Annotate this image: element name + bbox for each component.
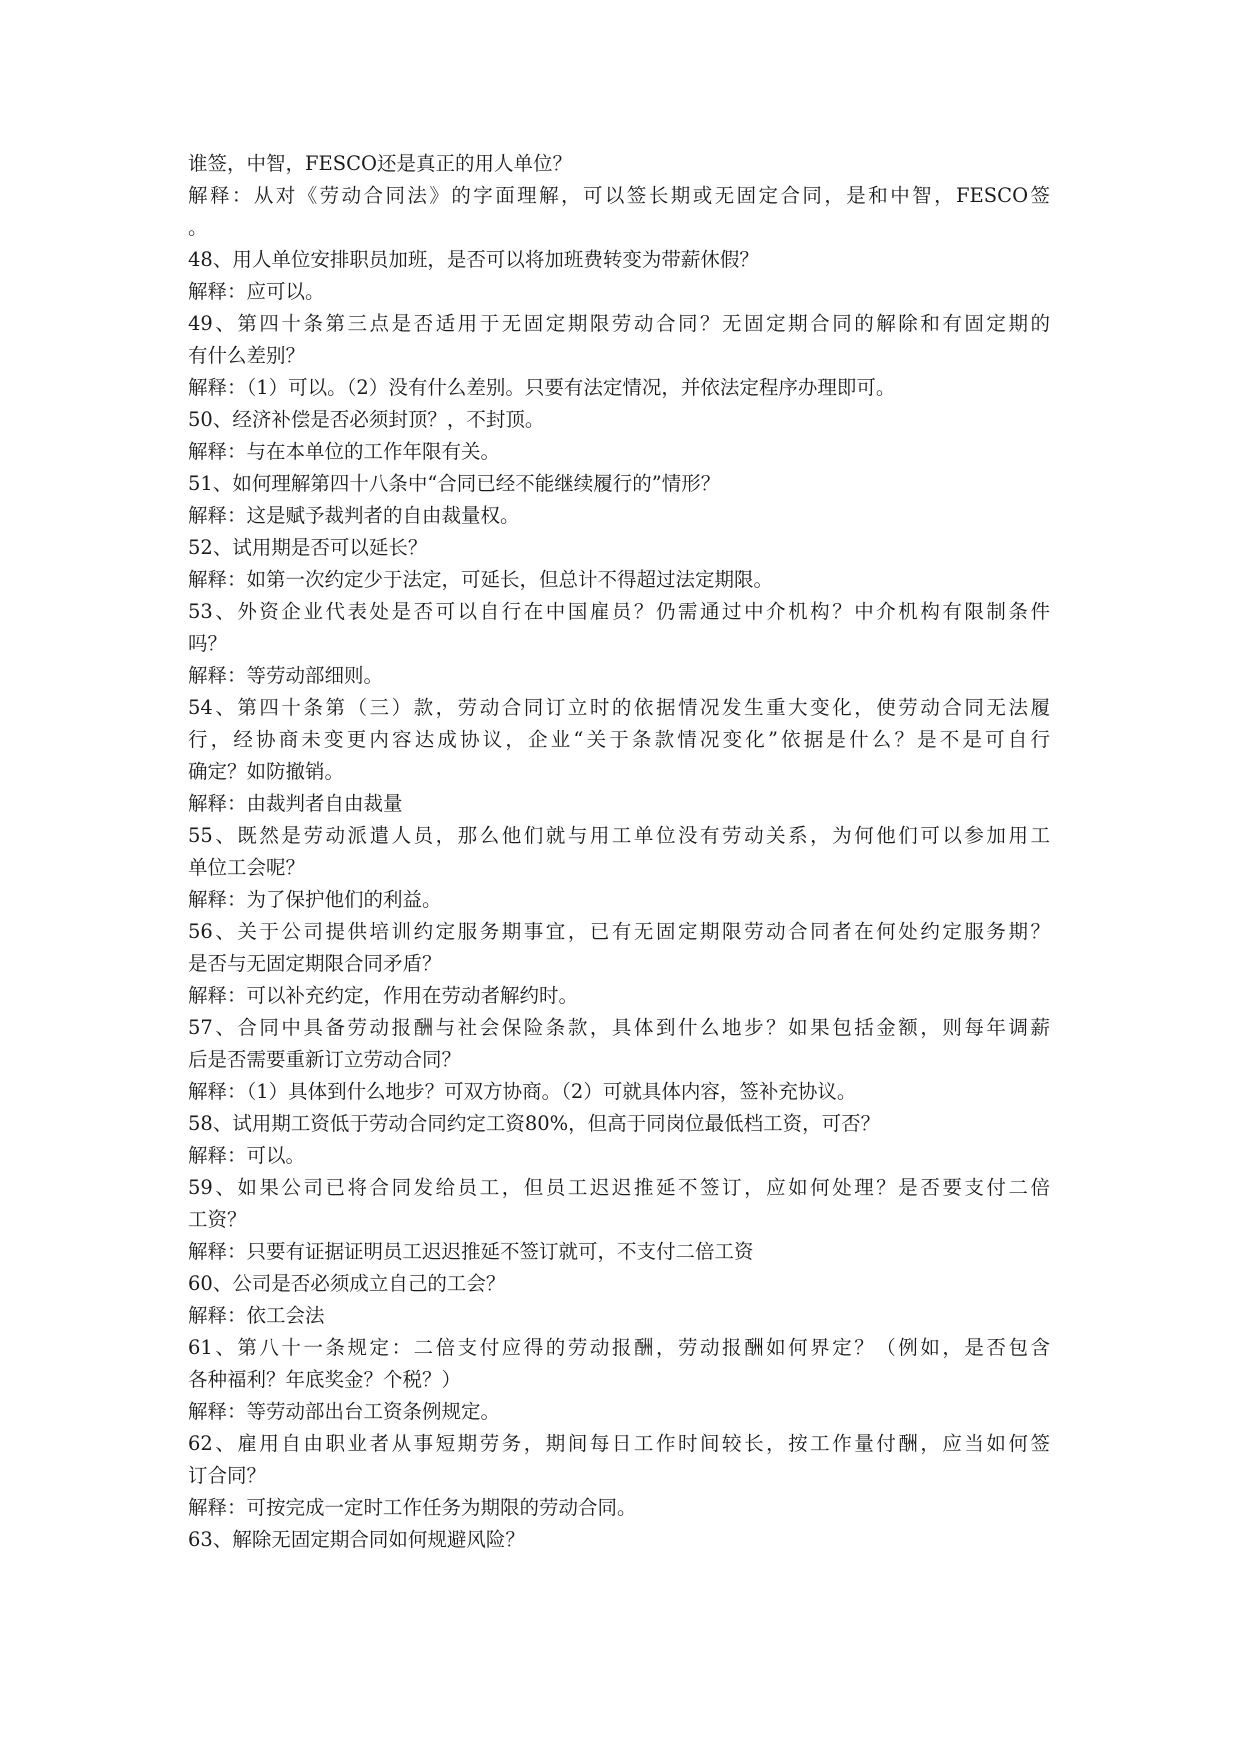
qa-text-body [188, 148, 1050, 1556]
text-line: 解释：与在本单位的工作年限有关。 [188, 440, 501, 463]
text-line: 订合同？ [188, 1464, 267, 1487]
text-line: 解释：从对《劳动合同法》的字面理解，可以签长期或无固定合同，是和中智，FESCO签 [188, 184, 1050, 207]
text-line: 解释：（1）可以。（2）没有什么差别。只要有法定情况，并依法定程序办理即可。 [188, 376, 896, 399]
text-line: 61、第八十一条规定：二倍支付应得的劳动报酬，劳动报酬如何界定？（例如，是否包含 [188, 1336, 1050, 1359]
text-line: 53、外资企业代表处是否可以自行在中国雇员？仍需通过中介机构？中介机构有限制条件 [188, 600, 1050, 623]
text-line: 55、既然是劳动派遣人员，那么他们就与用工单位没有劳动关系，为何他们可以参加用工 [188, 824, 1050, 847]
text-line: 解释：如第一次约定少于法定，可延长，但总计不得超过法定期限。 [188, 568, 774, 591]
text-line: 解释：等劳动部出台工资条例规定。 [188, 1400, 501, 1423]
text-line: 解释：由裁判者自由裁量 [188, 792, 403, 815]
text-line: 有什么差别？ [188, 344, 306, 367]
text-line: 54、第四十条第（三）款，劳动合同订立时的依据情况发生重大变化，使劳动合同无法履 [188, 696, 1050, 719]
text-line: 。 [188, 216, 208, 239]
text-line: 解释：等劳动部细则。 [188, 664, 384, 687]
text-line: 工资？ [188, 1208, 247, 1231]
text-line: 解释：（1）具体到什么地步？可双方协商。（2）可就具体内容，签补充协议。 [188, 1080, 857, 1103]
text-line: 49、第四十条第三点是否适用于无固定期限劳动合同？无固定期合同的解除和有固定期的 [188, 312, 1050, 335]
text-line: 解释：应可以。 [188, 280, 325, 303]
text-line: 后是否需要重新订立劳动合同？ [188, 1048, 462, 1071]
text-line: 51、如何理解第四十八条中“合同已经不能继续履行的”情形？ [188, 472, 721, 495]
text-line: 是否与无固定期限合同矛盾？ [188, 952, 442, 975]
text-line: 解释：只要有证据证明员工迟迟推延不签订就可，不支付二倍工资 [188, 1240, 754, 1263]
text-line: 各种福利？年底奖金？个税？） [188, 1368, 462, 1391]
text-line: 56、关于公司提供培训约定服务期事宜，已有无固定期限劳动合同者在何处约定服务期？ [188, 920, 1050, 943]
text-line: 吗？ [188, 632, 228, 655]
text-line: 59、如果公司已将合同发给员工，但员工迟迟推延不签订，应如何处理？是否要支付二倍 [188, 1176, 1050, 1199]
text-line: 63、解除无固定期合同如何规避风险？ [188, 1528, 525, 1551]
text-line: 解释：可以。 [188, 1144, 306, 1167]
text-line: 单位工会呢？ [188, 856, 306, 879]
text-line: 52、试用期是否可以延长？ [188, 536, 428, 559]
text-line: 确定？如防撤销。 [188, 760, 345, 783]
text-line: 62、雇用自由职业者从事短期劳务，期间每日工作时间较长，按工作量付酬，应当如何签 [188, 1432, 1050, 1455]
text-line: 解释：可以补充约定，作用在劳动者解约时。 [188, 984, 579, 1007]
text-line: 58、试用期工资低于劳动合同约定工资80%，但高于同岗位最低档工资，可否？ [188, 1112, 881, 1135]
text-line: 谁签，中智，FESCO还是真正的用人单位？ [188, 152, 573, 175]
text-line: 解释：可按完成一定时工作任务为期限的劳动合同。 [188, 1496, 637, 1519]
text-line: 57、合同中具备劳动报酬与社会保险条款，具体到什么地步？如果包括金额，则每年调薪 [188, 1016, 1050, 1039]
text-line: 解释：为了保护他们的利益。 [188, 888, 442, 911]
text-line: 60、公司是否必须成立自己的工会？ [188, 1272, 506, 1295]
text-line: 48、用人单位安排职员加班，是否可以将加班费转变为带薪休假？ [188, 248, 759, 271]
text-line: 解释：这是赋予裁判者的自由裁量权。 [188, 504, 520, 527]
text-line: 解释：依工会法 [188, 1304, 325, 1327]
text-line: 行，经协商未变更内容达成协议，企业“关于条款情况变化”依据是什么？是不是可自行 [188, 728, 1050, 751]
text-line: 50、经济补偿是否必须封顶？，不封顶。 [188, 408, 545, 431]
